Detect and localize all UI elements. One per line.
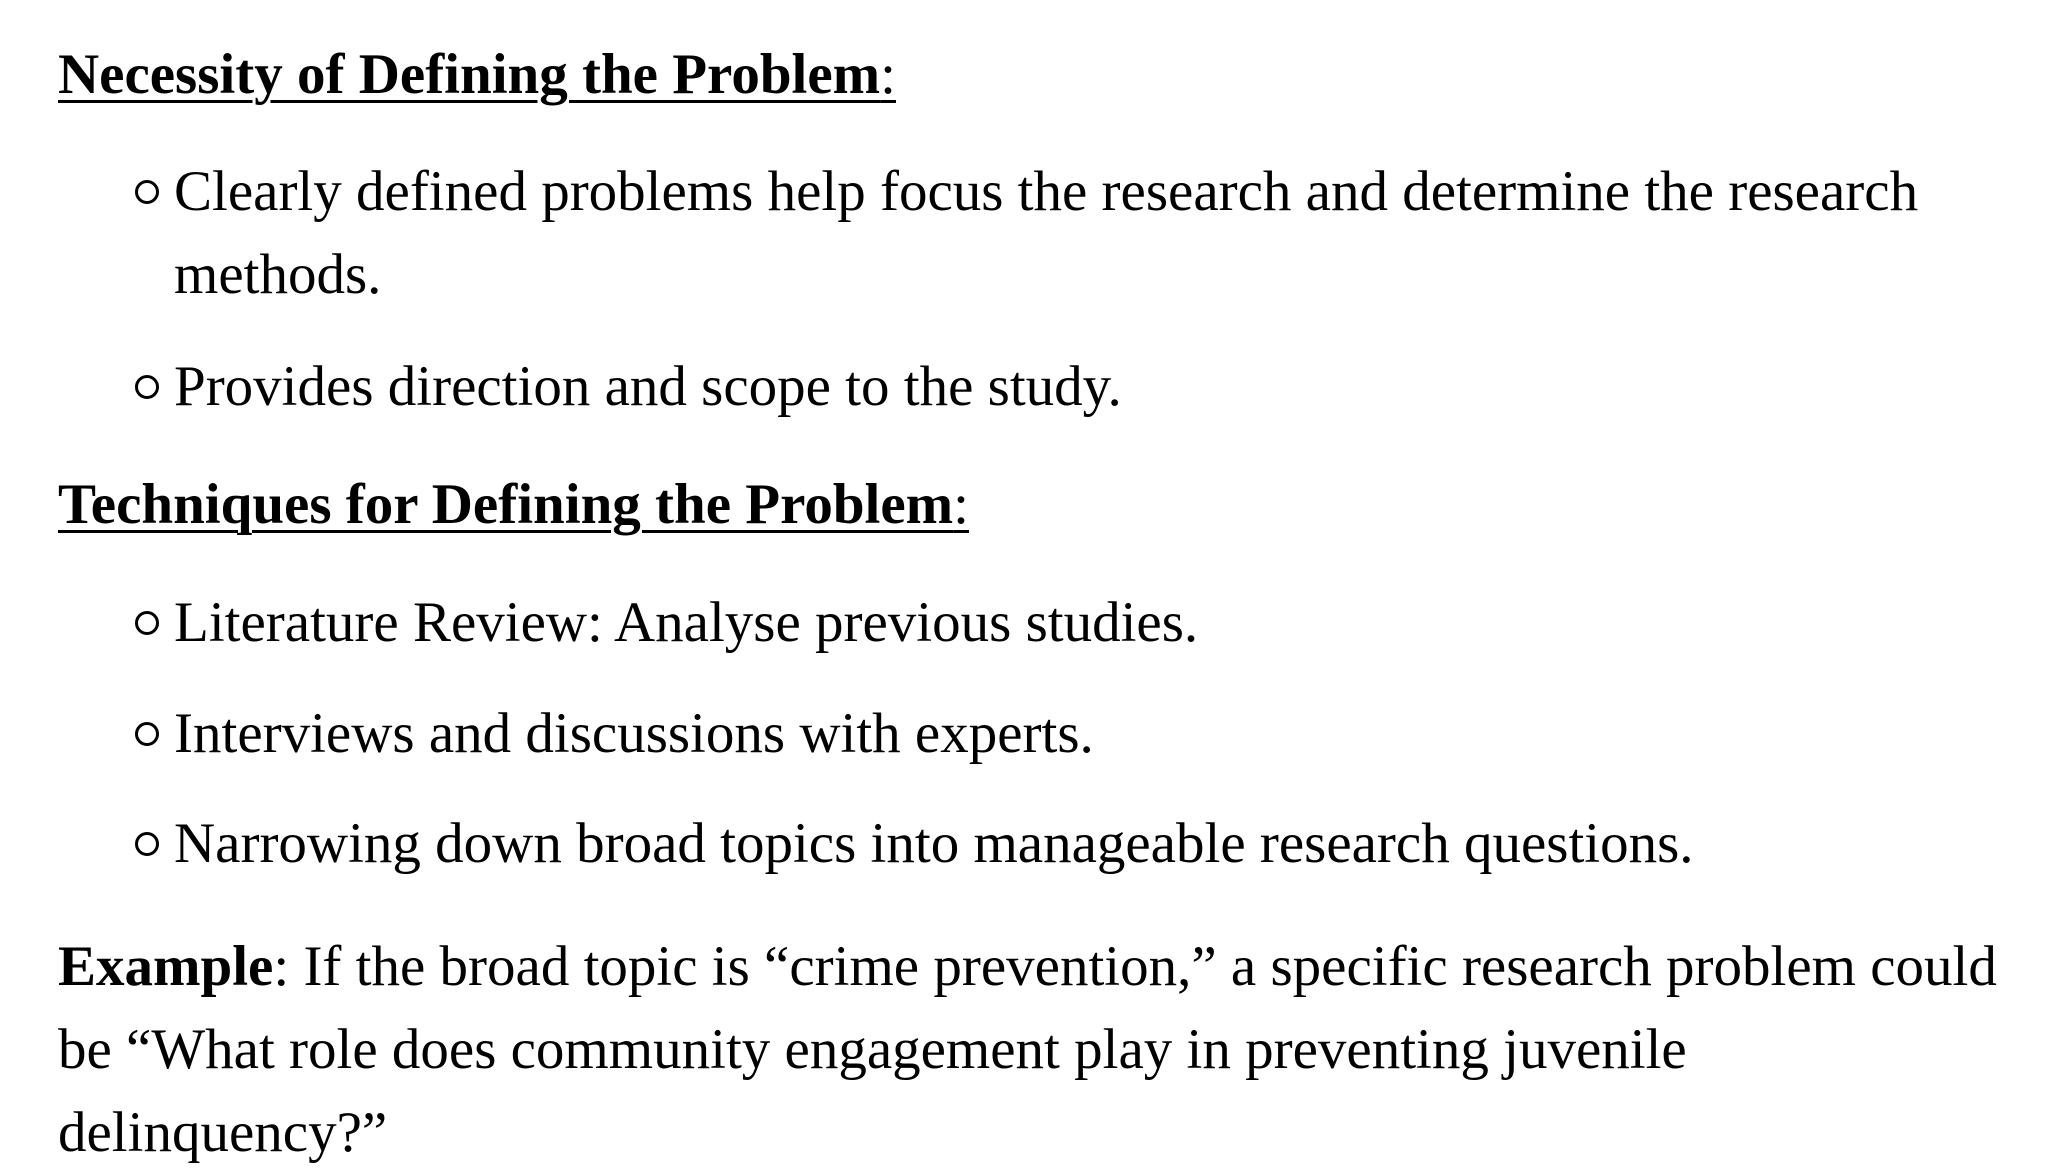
section-heading-techniques [58, 472, 969, 538]
list-item [135, 150, 2015, 316]
list-item [135, 692, 2015, 775]
section-heading-text: Necessity of Defining the Problem [58, 43, 881, 106]
example-colon: : [273, 935, 290, 998]
hollow-circle-bullet-icon [135, 722, 159, 746]
heading-colon: : [953, 473, 970, 536]
list-item [135, 581, 2015, 664]
example-label: Example [58, 935, 274, 998]
list-item-text: Interviews and discussions with experts. [174, 702, 1094, 765]
hollow-circle-bullet-icon [135, 180, 159, 204]
example-text: If the broad topic is “crime prevention,” a specific research problem could be “What role does community engagement play in preventing juvenile delinquency?” [58, 935, 1997, 1164]
hollow-circle-bullet-icon [135, 832, 159, 856]
list-item-text: Literature Review: Analyse previous studies. [174, 591, 1199, 654]
section-heading-necessity [58, 42, 896, 108]
list-item-text: Provides direction and scope to the study. [174, 355, 1122, 418]
list-item-text: Clearly defined problems help focus the research and determine the research methods. [174, 160, 1919, 306]
list-item [135, 802, 2015, 885]
heading-colon: : [880, 43, 896, 106]
section-heading-text: Techniques for Defining the Problem [58, 473, 954, 536]
list-item-text: Narrowing down broad topics into manageable research questions. [174, 812, 1694, 875]
list-item [135, 345, 2015, 428]
hollow-circle-bullet-icon [135, 611, 159, 635]
hollow-circle-bullet-icon [135, 375, 159, 399]
example-paragraph [58, 925, 2018, 1174]
